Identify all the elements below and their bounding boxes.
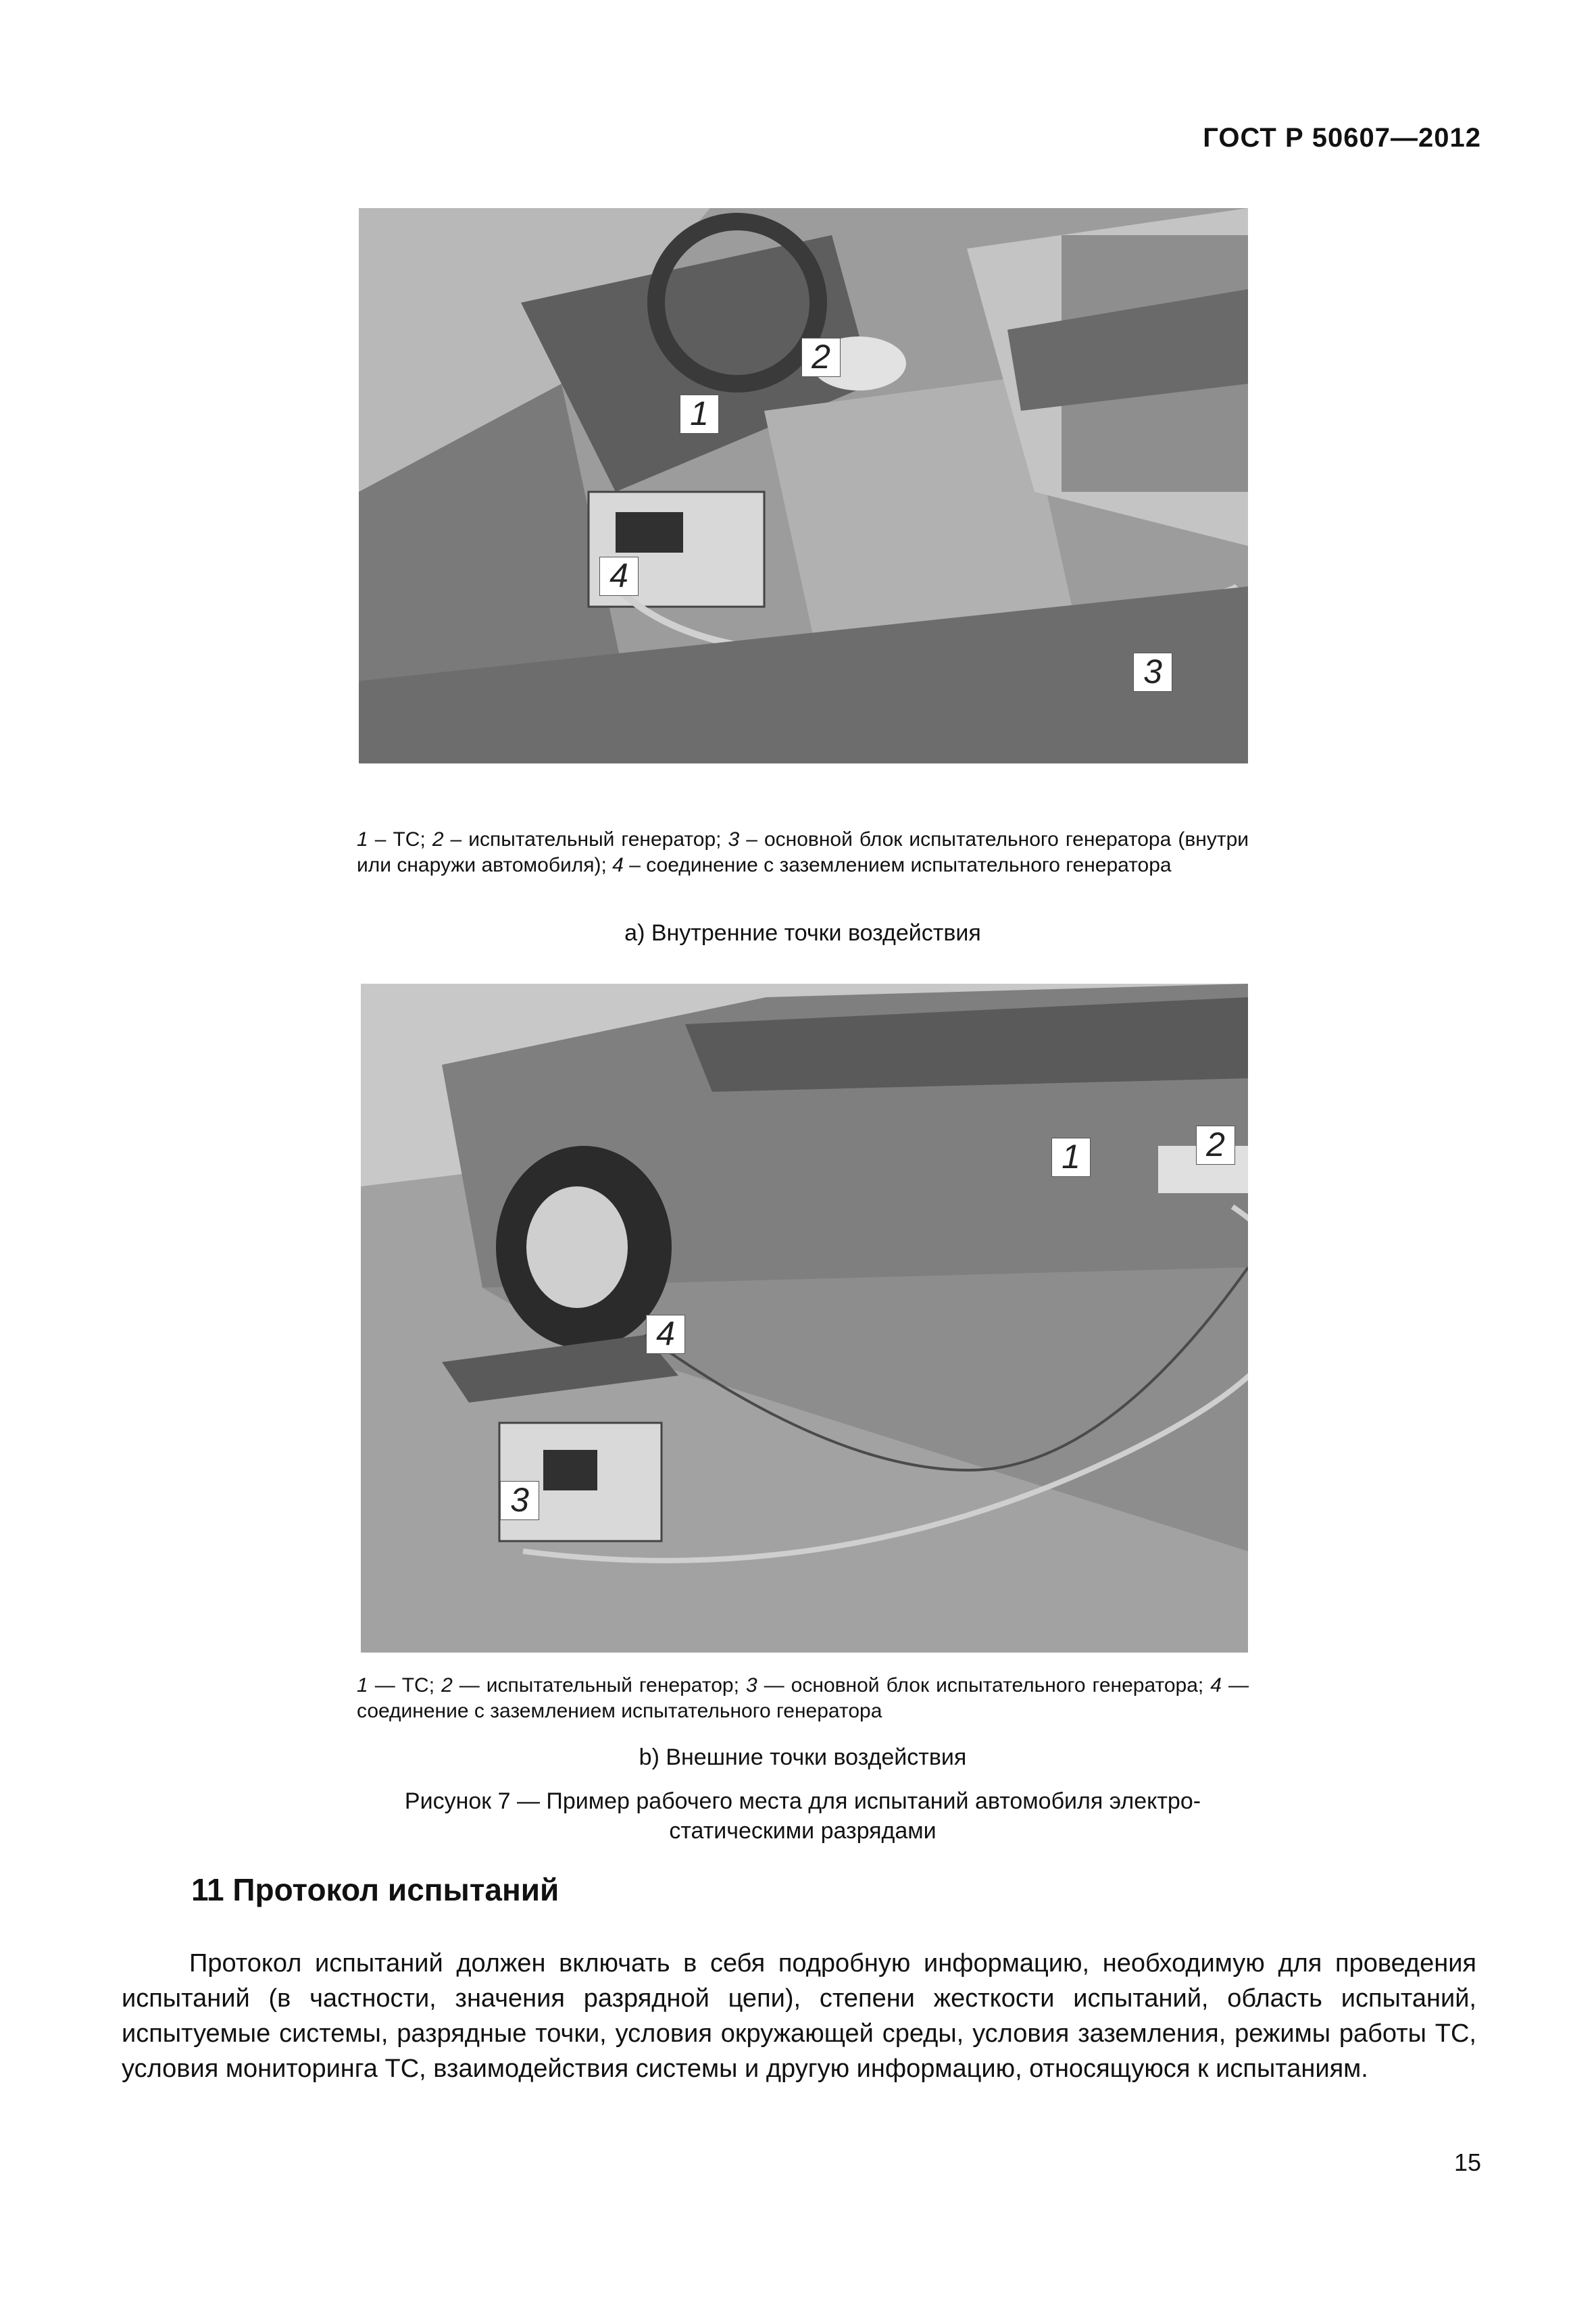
caption-figure-b: b) Внешние точки воздействия bbox=[639, 1744, 967, 1770]
legend-figure-a: 1 – ТС; 2 – испытательный генератор; 3 – основной блок испытательного генератора (внутри или снаружи автомобиля); 4 – соединение с заземлением испытательного генератора bbox=[357, 828, 1249, 876]
marker-b-1: 1 bbox=[1051, 1138, 1091, 1177]
marker-b-3: 3 bbox=[500, 1481, 539, 1520]
section-heading: 11 Протокол испытаний bbox=[191, 1872, 559, 1907]
figure-title: Рисунок 7 — Пример рабочего места для испытаний автомобиля электро- статическими разрядами bbox=[404, 1788, 1201, 1844]
marker-a-4: 4 bbox=[599, 557, 639, 596]
marker-a-1: 1 bbox=[680, 395, 719, 434]
body-paragraph: Протокол испытаний должен включать в себя подробную информацию, необходимую для проведения испытаний (в частности, значения разрядной цепи), степени жесткости испытаний, область испытаний, испытуемые системы, разрядные точки, условия окружающей среды, условия заземления, режимы работы ТС, условия мониторинга ТС, взаимодействия системы и другую информацию, относящуюся к испытаниям. bbox=[122, 1949, 1476, 2083]
legend-figure-b: 1 — ТС; 2 — испытательный генератор; 3 — основной блок испытательного генератора; 4 — соединение с заземлением испытательного генератора bbox=[357, 1674, 1249, 1722]
marker-b-4: 4 bbox=[646, 1315, 685, 1354]
photo-exterior-test-setup bbox=[361, 984, 1248, 1653]
photo-interior-test-setup bbox=[359, 208, 1248, 763]
page-number: 15 bbox=[1453, 2148, 1481, 2176]
caption-figure-a: а) Внутренние точки воздействия bbox=[624, 920, 981, 946]
document-number: ГОСТ Р 50607—2012 bbox=[1203, 123, 1481, 153]
marker-b-2: 2 bbox=[1196, 1126, 1235, 1165]
marker-a-2: 2 bbox=[801, 338, 841, 377]
marker-a-3: 3 bbox=[1133, 653, 1172, 692]
